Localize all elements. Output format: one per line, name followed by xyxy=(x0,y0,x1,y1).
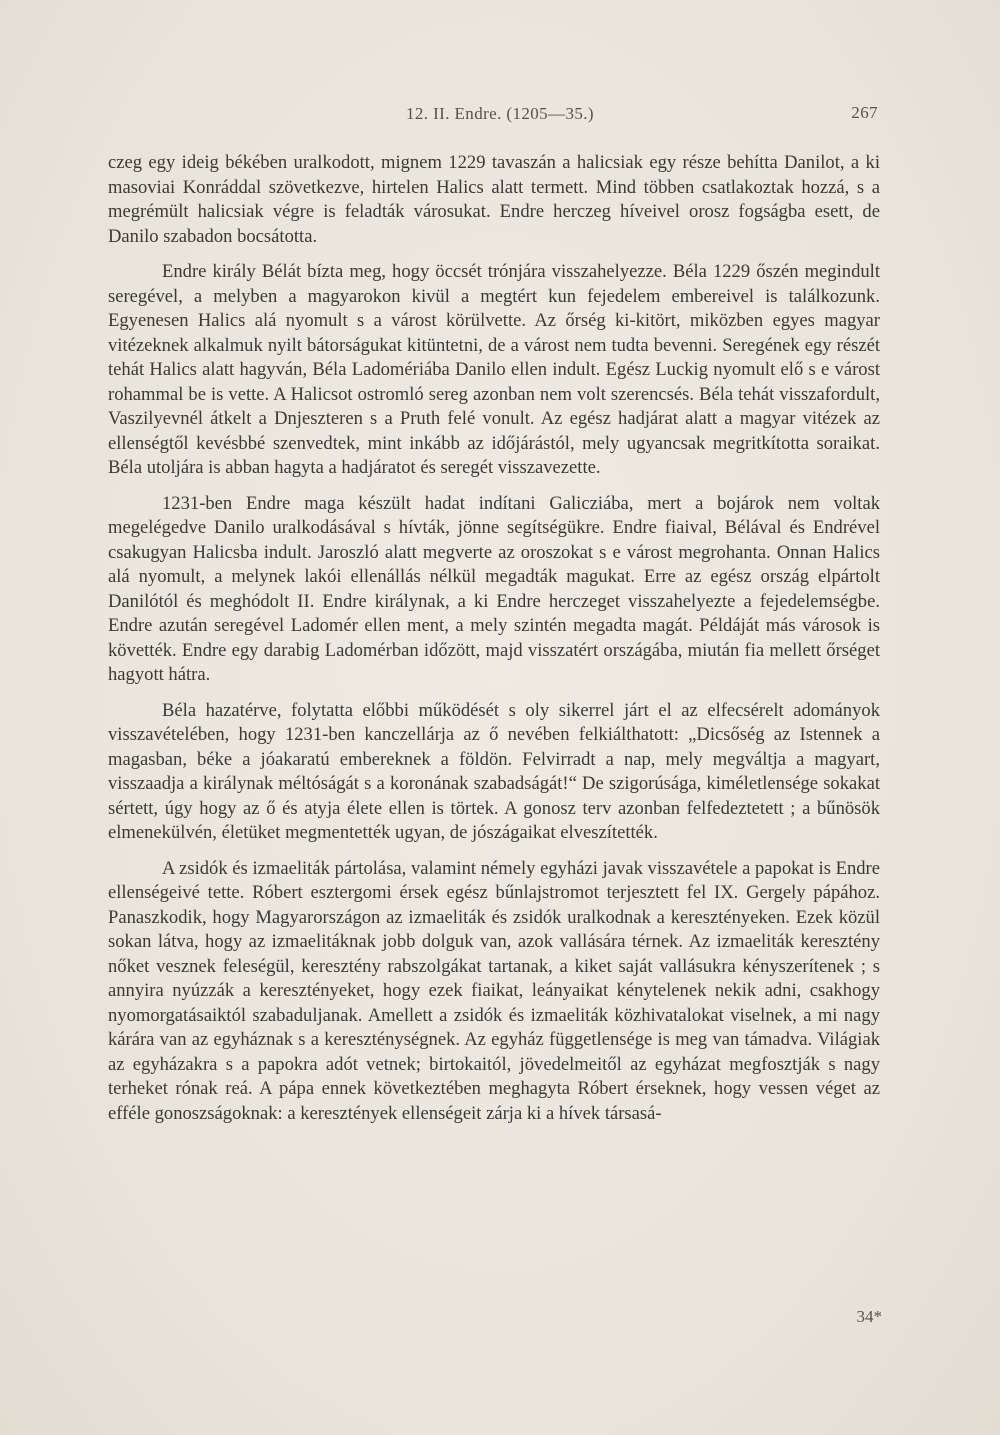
paragraph-4: Béla hazatérve, folytatta előbbi működését s oly sikerrel járt el az elfecsérelt adományok visszavételében, hogy 1231-ben kanczellárja az ő nevében felkiálthatott: „Dicsőség az Istennek a magasban, béke a jóakaratú embereknek a földön. Felvirradt a nap, mely megváltja a magyart, visszaadja a királynak méltóságát s a koronának szabadságát!“ De szigorúsága, kiméletlensége sokakat sértett, úgy hogy az ő és atyja élete ellen is törtek. A gonosz terv azonban felfedeztetett ; a bűnösök elmenekülvén, életüket megmentették ugyan, de jószágaikat elveszítették. xyxy=(108,699,880,843)
body-text xyxy=(108,151,880,1137)
signature-mark: 34* xyxy=(856,1307,882,1326)
paragraph-2: Endre király Bélát bízta meg, hogy öccsét trónjára visszahelyezze. Béla 1229 őszén megindult seregével, a melyben a magyarokon kivül a megtért kun fejedelem embereivel is találkozunk. Egyenesen Halics alá nyomult s a várost körülvette. Az őrség ki-kitört, miközben egyes magyar vitézeknek alkalmuk nyilt bátorságukat kitüntetni, de a várost nem tudta bevenni. Seregének egy részét tehát Halics alatt hagyván, Béla Ladomériába Danilo ellen indult. Egész Luckig nyomult elő s e várost rohammal be is vette. A Halicsot ostromló sereg azonban nem volt szerencsés. Béla tehát visszafordult, Vaszilyevnél átkelt a Dnjeszteren s a Pruth felé vonult. Az egész hadjárat alatt a magyar vitézek az ellenségtől kevésbbé szenvedtek, mint inkább az időjárástól, mely ugyancsak megritkította soraikat. Béla utoljára is abban hagyta a hadjáratot és seregét visszavezette. xyxy=(108,261,880,478)
paragraph-1: czeg egy ideig békében uralkodott, mignem 1229 tavaszán a halicsiak egy része behítta Danilot, a ki masoviai Konráddal szövetkezve, hirtelen Halics alatt termett. Mind többen csatlakoztak hozzá, s a megrémült halicsiak végre is feladták városukat. Endre herczeg híveivel orosz fogságba esett, de Danilo szabadon bocsátotta. xyxy=(108,152,880,247)
running-title: 12. II. Endre. (1205—35.) xyxy=(406,104,594,123)
paragraph-5: A zsidók és izmaeliták pártolása, valamint némely egyházi javak visszavétele a papokat is Endre ellenségeivé tette. Róbert esztergomi érsek egész bűnlajstromot terjesztett fel IX. Gergely pápához. Panaszkodik, hogy Magyarországon az izmaeliták és zsidók uralkodnak a keresztényeken. Ezek közül sokan látva, hogy az izmaelitáknak jobb dolguk van, azok vallására térnek. Az izmaeliták keresztény nőket vesznek feleségül, keresztény rabszolgákat tartanak, a kiket saját vallásukra kényszerítenek ; s annyira nyúzzák a keresztényeket, hogy ezek fiaikat, leányaikat kénytelenek nekik adni, csakhogy nyomorgatásaiktól szabaduljanak. Amellett a zsidók és izmaeliták közhivatalokat viselnek, a mi nagy kárára van az egyháznak s a kereszténységnek. Az egyház függetlensége is meg van támadva. Világiak az egyházakra s a papokra adót vetnek; birtokaitól, jövedelmeitől az egyházat megfosztják s nagy terheket rónak reá. A pápa ennek következtében meghagyta Róbert érseknek, hogy vessen véget az efféle gonoszságoknak: a keresztények ellenségeit zárja ki a hívek társasá- xyxy=(108,857,880,1124)
paragraph-3: 1231-ben Endre maga készült hadat indítani Galicziába, mert a bojárok nem voltak megelégedve Danilo uralkodásával s hívták, jönne segítségükre. Endre fiaival, Bélával és Endrével csakugyan Halicsba indult. Jaroszló alatt megverte az oroszokat s e várost megrohanta. Onnan Halics alá nyomult, a melynek lakói ellenállás nélkül megadták magukat. Erre az egész ország elpártolt Danilótól és meghódolt II. Endre királynak, a ki Endre herczeget visszahelyezte a fejedelemségbe. Endre azután seregével Ladomér ellen ment, a mely szintén megadta magát. Példáját más városok is követték. Endre egy darabig Ladomérban időzött, majd visszatért országába, miután fia mellett őrséget hagyott hátra. xyxy=(108,492,880,685)
page-number: 267 xyxy=(851,103,878,122)
running-head xyxy=(0,100,1000,126)
